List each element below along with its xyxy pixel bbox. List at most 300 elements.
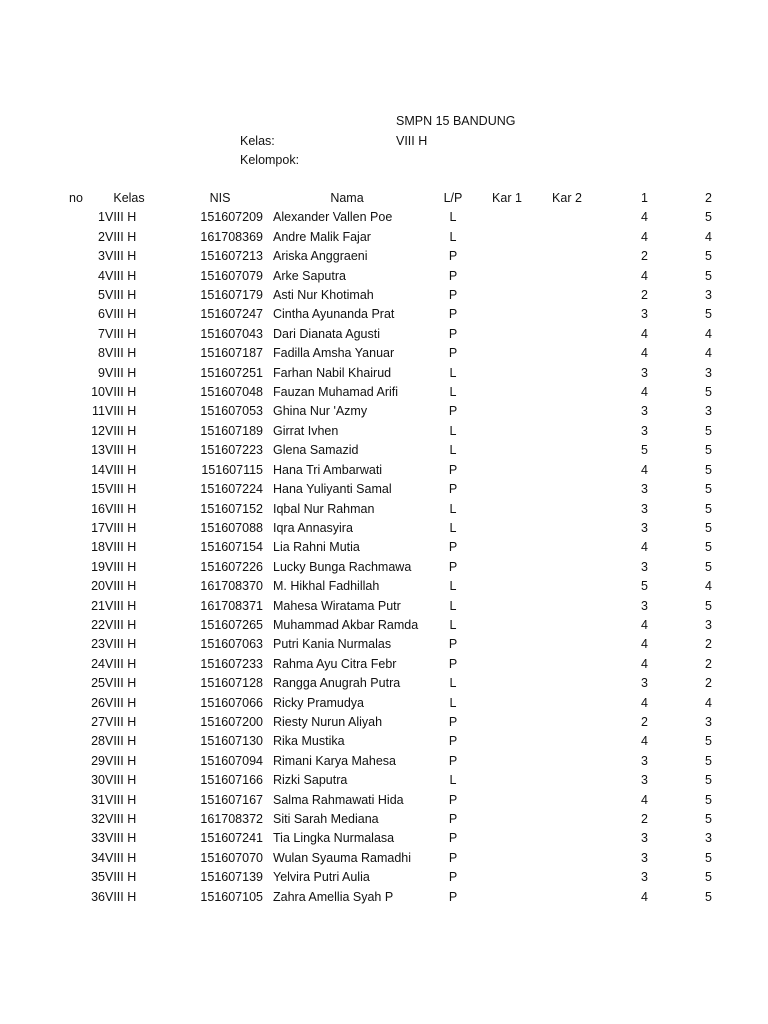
cell-lp: P [448, 637, 458, 652]
cell-lp: P [448, 753, 458, 768]
cell-nis: 151607179 [200, 288, 263, 303]
cell-nama: Rangga Anugrah Putra [273, 676, 401, 691]
student-table [60, 189, 712, 907]
cell-score-1: 5 [641, 443, 648, 458]
cell-kelas: VIII H [105, 423, 137, 438]
cell-kar1 [475, 422, 539, 441]
cell-score-1: 4 [641, 540, 648, 555]
cell-nama: Riesty Nurun Aliyah [273, 714, 383, 729]
cell-score-1: 3 [641, 870, 648, 885]
cell-nama: Cintha Ayunanda Prat [273, 307, 395, 322]
cell-nis: 151607166 [200, 773, 263, 788]
table-row [60, 577, 712, 596]
cell-score-1: 4 [641, 637, 648, 652]
cell-nis: 151607226 [200, 559, 263, 574]
cell-score-1: 4 [641, 346, 648, 361]
cell-kelas: VIII H [105, 462, 137, 477]
cell-nis: 161708372 [200, 812, 263, 826]
cell-kar1 [475, 829, 539, 848]
cell-nis: 151607048 [200, 385, 263, 400]
cell-score-1: 3 [641, 753, 648, 768]
cell-nis: 151607053 [200, 404, 263, 419]
cell-nis: 151607167 [200, 792, 263, 807]
cell-kar2 [539, 286, 595, 305]
cell-lp: P [448, 346, 458, 361]
cell-kar2 [539, 616, 595, 635]
cell-nis: 151607088 [200, 520, 263, 535]
cell-no: 24 [91, 656, 105, 671]
cell-kelas: VIII H [105, 850, 137, 865]
cell-nis: 161708371 [200, 598, 263, 613]
cell-nama: Glena Samazid [273, 443, 359, 458]
cell-kar2 [539, 810, 595, 829]
cell-kar1 [475, 810, 539, 829]
cell-lp: P [448, 889, 458, 904]
cell-no: 36 [91, 889, 105, 904]
cell-nama: Putri Kania Nurmalas [273, 637, 392, 652]
cell-kelas: VIII H [105, 404, 137, 419]
cell-nama: Fauzan Muhamad Arifi [273, 385, 399, 400]
cell-nis: 151607115 [201, 462, 263, 477]
cell-kar2 [539, 713, 595, 732]
cell-no: 26 [91, 695, 105, 710]
cell-lp: P [448, 714, 458, 729]
cell-lp: P [448, 307, 458, 322]
cell-kar2 [539, 752, 595, 771]
cell-kar1 [475, 286, 539, 305]
cell-kar1 [475, 732, 539, 751]
cell-lp: P [448, 249, 458, 264]
cell-no: 9 [98, 365, 105, 380]
cell-kelas: VIII H [105, 617, 137, 632]
table-row [60, 422, 712, 441]
cell-kar1 [475, 849, 539, 868]
cell-nis: 151607094 [200, 753, 263, 768]
cell-score-2: 5 [705, 210, 712, 225]
cell-nama: Rimani Karya Mahesa [273, 753, 396, 768]
cell-kelas: VIII H [105, 326, 137, 341]
cell-nis: 151607139 [200, 870, 263, 885]
cell-no: 1 [98, 210, 105, 225]
table-header-row [60, 189, 712, 208]
cell-score-2: 5 [705, 559, 712, 574]
cell-nama: Mahesa Wiratama Putr [273, 598, 401, 613]
cell-kar1 [475, 519, 539, 538]
cell-lp: L [449, 676, 457, 691]
cell-score-1: 4 [641, 617, 648, 632]
cell-no: 20 [91, 579, 105, 594]
cell-nis: 151607200 [200, 714, 263, 729]
cell-kar2 [539, 558, 595, 577]
table-row [60, 655, 712, 674]
kelompok-label: Kelompok: [240, 153, 300, 167]
col-header-kelas: Kelas [113, 191, 145, 205]
cell-score-2: 3 [705, 288, 712, 303]
cell-kelas: VIII H [105, 695, 137, 710]
cell-nis: 151607128 [200, 676, 263, 691]
cell-no: 2 [98, 229, 105, 244]
cell-nis: 151607233 [200, 656, 263, 671]
cell-nama: Hana Yuliyanti Samal [273, 482, 392, 497]
cell-kar2 [539, 849, 595, 868]
cell-no: 16 [91, 501, 105, 516]
cell-kelas: VIII H [105, 870, 137, 885]
table-row [60, 597, 712, 616]
cell-score-2: 5 [705, 889, 712, 904]
cell-nis: 151607070 [200, 850, 263, 865]
cell-lp: L [449, 598, 457, 613]
cell-lp: P [448, 850, 458, 865]
cell-score-1: 2 [641, 714, 648, 729]
table-row [60, 228, 712, 247]
table-row [60, 267, 712, 286]
cell-kar2 [539, 577, 595, 596]
cell-kar1 [475, 208, 539, 227]
cell-kar1 [475, 247, 539, 266]
cell-lp: P [448, 792, 458, 807]
cell-kelas: VIII H [105, 268, 137, 283]
cell-score-1: 2 [641, 249, 648, 264]
cell-kelas: VIII H [105, 734, 137, 749]
cell-kelas: VIII H [105, 385, 137, 400]
cell-score-1: 4 [641, 695, 648, 710]
col-header-2: 2 [705, 191, 712, 205]
cell-kelas: VIII H [105, 559, 137, 574]
cell-kelas: VIII H [105, 520, 137, 535]
cell-no: 34 [91, 850, 105, 865]
cell-kelas: VIII H [105, 365, 137, 380]
table-row [60, 732, 712, 751]
cell-kelas: VIII H [105, 676, 137, 691]
cell-kelas: VIII H [105, 792, 137, 807]
table-row [60, 480, 712, 499]
cell-score-2: 5 [705, 870, 712, 885]
cell-score-2: 5 [705, 249, 712, 264]
cell-nis: 151607066 [200, 695, 263, 710]
cell-score-1: 4 [641, 268, 648, 283]
cell-kar1 [475, 383, 539, 402]
cell-no: 6 [98, 307, 105, 322]
table-row [60, 713, 712, 732]
cell-nama: Andre Malik Fajar [273, 229, 371, 244]
cell-score-1: 3 [641, 850, 648, 865]
cell-lp: L [449, 773, 457, 788]
cell-nis: 151607251 [200, 365, 263, 380]
cell-nama: Rizki Saputra [273, 773, 348, 788]
cell-no: 13 [91, 443, 105, 458]
cell-score-2: 4 [705, 695, 712, 710]
cell-kar1 [475, 694, 539, 713]
table-row [60, 674, 712, 693]
cell-nis: 151607063 [200, 637, 263, 652]
cell-lp: L [449, 520, 457, 535]
cell-score-2: 5 [705, 540, 712, 555]
table-row [60, 325, 712, 344]
cell-score-2: 4 [705, 326, 712, 341]
cell-nama: Yelvira Putri Aulia [273, 870, 370, 885]
cell-kar1 [475, 558, 539, 577]
cell-score-1: 5 [641, 579, 648, 594]
cell-lp: P [448, 288, 458, 303]
cell-kar2 [539, 519, 595, 538]
cell-lp: L [449, 385, 457, 400]
cell-score-2: 5 [705, 792, 712, 807]
cell-score-1: 3 [641, 404, 648, 419]
cell-nama: Rika Mustika [273, 734, 345, 749]
cell-kar1 [475, 752, 539, 771]
cell-score-2: 5 [705, 307, 712, 322]
cell-nis: 151607213 [200, 249, 263, 264]
cell-score-2: 5 [705, 520, 712, 535]
table-row [60, 344, 712, 363]
cell-score-2: 2 [705, 676, 712, 691]
cell-score-2: 5 [705, 482, 712, 497]
cell-kelas: VIII H [105, 249, 137, 264]
cell-no: 8 [98, 346, 105, 361]
cell-kelas: VIII H [105, 637, 137, 652]
cell-score-2: 3 [705, 365, 712, 380]
cell-kelas: VIII H [105, 443, 137, 458]
cell-lp: L [449, 501, 457, 516]
kelas-label: Kelas: [240, 134, 275, 148]
cell-score-2: 5 [705, 734, 712, 749]
cell-lp: L [449, 365, 457, 380]
cell-no: 30 [91, 773, 105, 788]
cell-nis: 151607265 [200, 617, 263, 632]
cell-kar1 [475, 655, 539, 674]
cell-kar1 [475, 674, 539, 693]
cell-no: 14 [91, 462, 105, 477]
cell-kar2 [539, 480, 595, 499]
cell-score-1: 3 [641, 520, 648, 535]
cell-kar2 [539, 694, 595, 713]
cell-kar1 [475, 364, 539, 383]
cell-score-2: 5 [705, 423, 712, 438]
cell-nis: 151607043 [200, 326, 263, 341]
cell-no: 32 [91, 812, 105, 826]
cell-nis: 151607209 [200, 210, 263, 225]
cell-nama: Arke Saputra [273, 268, 346, 283]
cell-nama: Ariska Anggraeni [273, 249, 368, 264]
cell-score-1: 4 [641, 734, 648, 749]
cell-score-1: 4 [641, 656, 648, 671]
cell-lp: P [448, 656, 458, 671]
kelas-value: VIII H [396, 134, 428, 148]
cell-no: 31 [91, 792, 105, 807]
cell-kelas: VIII H [105, 501, 137, 516]
cell-kar1 [475, 228, 539, 247]
cell-kelas: VIII H [105, 598, 137, 613]
table-row [60, 810, 712, 829]
cell-kar2 [539, 305, 595, 324]
cell-kar2 [539, 422, 595, 441]
table-row [60, 752, 712, 771]
cell-score-2: 3 [705, 404, 712, 419]
cell-kelas: VIII H [105, 288, 137, 303]
cell-kar2 [539, 732, 595, 751]
cell-nama: Girrat Ivhen [273, 423, 339, 438]
cell-kar1 [475, 402, 539, 421]
cell-score-1: 3 [641, 423, 648, 438]
cell-nama: Ricky Pramudya [273, 695, 364, 710]
cell-kar2 [539, 364, 595, 383]
cell-kar1 [475, 461, 539, 480]
col-header-nama: Nama [330, 191, 364, 205]
cell-score-1: 3 [641, 773, 648, 788]
cell-lp: P [448, 482, 458, 497]
cell-nis: 151607241 [200, 831, 263, 846]
cell-kar2 [539, 597, 595, 616]
table-row [60, 849, 712, 868]
cell-score-1: 2 [641, 812, 648, 826]
cell-nama: Wulan Syauma Ramadhi [273, 850, 412, 865]
cell-no: 27 [91, 714, 105, 729]
cell-score-2: 5 [705, 385, 712, 400]
cell-nama: Fadilla Amsha Yanuar [273, 346, 395, 361]
table-row [60, 402, 712, 421]
cell-nis: 151607189 [200, 423, 263, 438]
cell-kar1 [475, 305, 539, 324]
cell-no: 3 [98, 249, 105, 264]
cell-nama: Tia Lingka Nurmalasa [273, 831, 395, 846]
cell-kar2 [539, 208, 595, 227]
cell-kar2 [539, 344, 595, 363]
cell-kar1 [475, 616, 539, 635]
cell-no: 5 [98, 288, 105, 303]
table-row [60, 558, 712, 577]
cell-nis: 151607223 [200, 443, 263, 458]
cell-score-2: 4 [705, 579, 712, 594]
cell-nama: Hana Tri Ambarwati [273, 462, 383, 477]
cell-score-1: 3 [641, 501, 648, 516]
cell-kar1 [475, 500, 539, 519]
cell-lp: L [449, 229, 457, 244]
table-row [60, 286, 712, 305]
cell-kar2 [539, 538, 595, 557]
cell-lp: P [448, 540, 458, 555]
cell-no: 35 [91, 870, 105, 885]
cell-kar2 [539, 888, 595, 907]
cell-score-2: 4 [705, 229, 712, 244]
cell-score-1: 4 [641, 210, 648, 225]
cell-no: 18 [91, 540, 105, 555]
cell-nama: Iqbal Nur Rahman [273, 501, 375, 516]
cell-kelas: VIII H [105, 831, 137, 846]
col-header-nis: NIS [209, 191, 231, 205]
cell-kar2 [539, 402, 595, 421]
cell-kar2 [539, 461, 595, 480]
table-row [60, 538, 712, 557]
table-row [60, 383, 712, 402]
cell-nama: Zahra Amellia Syah P [273, 889, 394, 904]
cell-no: 28 [91, 734, 105, 749]
cell-kelas: VIII H [105, 773, 137, 788]
cell-nis: 151607154 [200, 540, 263, 555]
cell-kar1 [475, 771, 539, 790]
school-name: SMPN 15 BANDUNG [396, 114, 516, 128]
cell-nama: Rahma Ayu Citra Febr [273, 656, 397, 671]
cell-lp: P [448, 831, 458, 846]
cell-score-2: 5 [705, 773, 712, 788]
cell-score-2: 3 [705, 617, 712, 632]
cell-nis: 151607105 [200, 889, 263, 904]
table-row [60, 829, 712, 848]
cell-score-1: 3 [641, 482, 648, 497]
cell-lp: L [449, 617, 457, 632]
cell-kar1 [475, 577, 539, 596]
cell-nama: Lucky Bunga Rachmawa [273, 559, 412, 574]
cell-nis: 161708369 [200, 229, 263, 244]
cell-nama: Dari Dianata Agusti [273, 326, 381, 341]
cell-kelas: VIII H [105, 889, 137, 904]
cell-nis: 151607130 [200, 734, 263, 749]
cell-kar1 [475, 480, 539, 499]
table-row [60, 364, 712, 383]
cell-nama: M. Hikhal Fadhillah [273, 579, 380, 594]
cell-no: 21 [91, 598, 105, 613]
cell-kar1 [475, 597, 539, 616]
col-header-kar2: Kar 2 [552, 191, 582, 205]
table-row [60, 771, 712, 790]
cell-no: 23 [91, 637, 105, 652]
cell-score-1: 4 [641, 889, 648, 904]
cell-nis: 151607187 [200, 346, 263, 361]
cell-score-1: 4 [641, 229, 648, 244]
cell-kelas: VIII H [105, 656, 137, 671]
col-header-no: no [69, 191, 83, 205]
cell-lp: P [448, 734, 458, 749]
cell-kar1 [475, 538, 539, 557]
cell-score-1: 3 [641, 598, 648, 613]
col-header-lp: L/P [443, 191, 463, 205]
cell-score-2: 3 [705, 831, 712, 846]
cell-nama: Asti Nur Khotimah [273, 288, 374, 303]
table-body [60, 208, 712, 907]
cell-no: 12 [91, 423, 105, 438]
cell-lp: P [448, 462, 458, 477]
cell-nama: Lia Rahni Mutia [273, 540, 360, 555]
table-row [60, 635, 712, 654]
cell-kar2 [539, 791, 595, 810]
cell-kar1 [475, 713, 539, 732]
cell-kar2 [539, 829, 595, 848]
cell-score-1: 4 [641, 462, 648, 477]
cell-kelas: VIII H [105, 482, 137, 497]
table-row [60, 868, 712, 887]
cell-score-2: 5 [705, 598, 712, 613]
cell-lp: L [449, 579, 457, 594]
cell-score-2: 5 [705, 812, 712, 826]
cell-kar2 [539, 655, 595, 674]
col-header-kar1: Kar 1 [492, 191, 522, 205]
cell-score-1: 3 [641, 559, 648, 574]
cell-nama: Alexander Vallen Poe [273, 210, 393, 225]
cell-score-2: 5 [705, 850, 712, 865]
cell-kelas: VIII H [105, 714, 137, 729]
cell-nis: 151607247 [200, 307, 263, 322]
cell-score-2: 5 [705, 753, 712, 768]
table-row [60, 208, 712, 227]
cell-kar1 [475, 344, 539, 363]
cell-kar1 [475, 888, 539, 907]
cell-lp: L [449, 695, 457, 710]
cell-score-1: 3 [641, 831, 648, 846]
cell-no: 19 [91, 559, 105, 574]
cell-no: 33 [91, 831, 105, 846]
cell-kelas: VIII H [105, 210, 137, 225]
cell-nama: Salma Rahmawati Hida [273, 792, 404, 807]
cell-lp: P [448, 268, 458, 283]
